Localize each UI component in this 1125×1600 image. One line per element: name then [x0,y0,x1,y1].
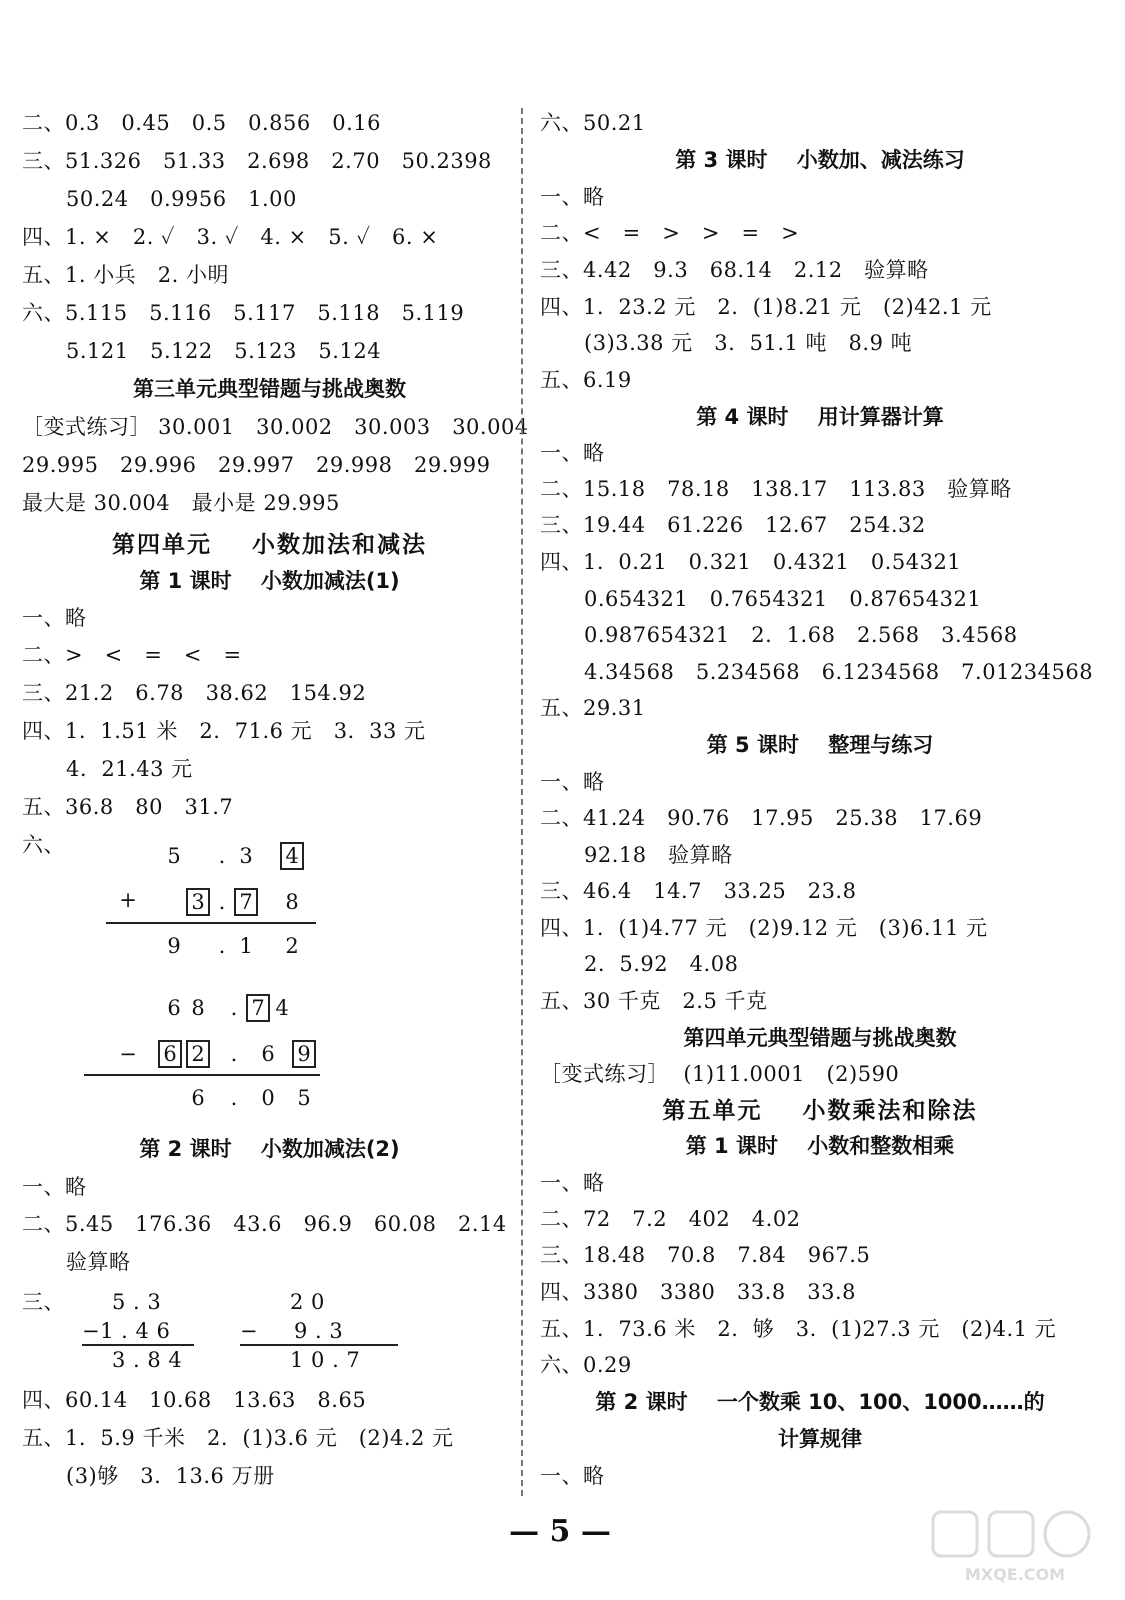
calc-row: 2 0 [290,1290,325,1314]
lesson-heading: 第 1 课时 小数加减法(1) [139,569,400,593]
digit: 6 [191,1086,205,1110]
answer-line: 二、15.18 78.18 138.17 113.83 验算略 [540,477,1012,501]
minus-sign: − [119,1042,137,1066]
answer-line: 一、略 [540,770,605,794]
answer-line: 一、略 [22,1175,87,1199]
digit: 8 [191,996,205,1020]
answer-line: 四、1. 1.51 米 2. 71.6 元 3. 33 元 [22,719,426,743]
answer-line: 四、1. × 2. ✓ 3. ✓ 4. × 5. ✓ 6. × [22,225,439,249]
answer-line: 一、略 [540,441,605,465]
unit-heading: 第四单元 小数加法和减法 [111,532,428,558]
section-heading: 第三单元典型错题与挑战奥数 [133,377,406,401]
lesson-heading: 第 3 课时 小数加、减法练习 [675,148,965,172]
answer-line: 0.987654321 2. 1.68 2.568 3.4568 [584,623,1018,647]
sum-line [106,922,316,924]
digit: 1 [239,934,253,958]
filled-digit-box: 7 [246,994,270,1022]
answer-line: 一、略 [540,1464,605,1488]
answer-line: 50.24 0.9956 1.00 [66,187,297,211]
digit: 0 [261,1086,275,1110]
answer-line: 五、1. 小兵 2. 小明 [22,263,229,287]
answer-line: 5.121 5.122 5.123 5.124 [66,339,382,363]
digit: . [230,1086,238,1110]
answer-line: 最大是 30.004 最小是 29.995 [22,491,340,515]
answer-line: 四、1. 23.2 元 2. (1)8.21 元 (2)42.1 元 [540,295,992,319]
digit: . [218,844,226,868]
filled-digit-box: 4 [280,842,304,870]
calc-row: 1 0 . 7 [290,1348,361,1372]
watermark-logo [925,1506,1105,1586]
answer-line: 二、> < = < = [22,643,242,667]
digit: 5 [297,1086,311,1110]
answer-line: 六、5.115 5.116 5.117 5.118 5.119 [22,301,465,325]
answer-line: 五、1. 73.6 米 2. 够 3. (1)27.3 元 (2)4.1 元 [540,1317,1057,1341]
answer-line: 三、18.48 70.8 7.84 967.5 [540,1243,871,1267]
digit: 5 [167,844,181,868]
digit: . [230,996,238,1020]
digit: 8 [285,890,299,914]
answer-line: 二、72 7.2 402 4.02 [540,1207,801,1231]
answer-line: 四、60.14 10.68 13.63 8.65 [22,1388,367,1412]
answer-line: (3)3.38 元 3. 51.1 吨 8.9 吨 [584,331,913,355]
difference-line [84,1074,320,1076]
lesson-heading-cont: 计算规律 [778,1427,862,1451]
digit: . [218,934,226,958]
plus-sign: + [119,888,137,912]
column-divider [521,108,523,1496]
answer-line: 三、19.44 61.226 12.67 254.32 [540,513,926,537]
calc-row: − 9 . 3 [240,1319,344,1343]
answer-line: 4. 21.43 元 [66,757,193,781]
digit: 6 [261,1042,275,1066]
answer-line: 0.654321 0.7654321 0.87654321 [584,587,982,611]
filled-digit-box: 3 [186,888,210,916]
answer-line: 二、5.45 176.36 43.6 96.9 60.08 2.14 [22,1212,507,1236]
filled-digit-box: 2 [186,1040,210,1068]
lesson-heading: 第 1 课时 小数和整数相乘 [685,1134,955,1158]
filled-digit-box: 6 [158,1040,182,1068]
answer-line: ［变式练习］ 30.001 30.002 30.003 30.004 [22,415,529,439]
answer-line: 六、 [22,833,65,857]
digit: 9 [167,934,181,958]
answer-line: 一、略 [540,185,605,209]
calc-row: −1 . 4 6 [82,1319,171,1343]
answer-line: 三、21.2 6.78 38.62 154.92 [22,681,367,705]
answer-line: (3)够 3. 13.6 万册 [66,1464,275,1488]
answer-line: 六、0.29 [540,1353,632,1377]
answer-line: 四、1. 0.21 0.321 0.4321 0.54321 [540,550,962,574]
calc-row: 3 . 8 4 [112,1348,183,1372]
digit: . [218,890,226,914]
answer-line: 三、46.4 14.7 33.25 23.8 [540,879,857,903]
answer-line: 92.18 验算略 [584,843,733,867]
answer-line: 二、< = > > = > [540,221,800,245]
answer-line: 五、6.19 [540,368,632,392]
section-heading: 第四单元典型错题与挑战奥数 [683,1026,957,1050]
answer-line: 4.34568 5.234568 6.1234568 7.01234568 [584,660,1094,684]
answer-line: 四、1. (1)4.77 元 (2)9.12 元 (3)6.11 元 [540,916,988,940]
answer-line: ［变式练习］ (1)11.0001 (2)590 [540,1062,900,1086]
lesson-heading: 第 4 课时 用计算器计算 [696,405,944,429]
answer-line: 验算略 [66,1250,131,1274]
answer-line: 一、略 [540,1171,605,1195]
calc-line [82,1344,194,1346]
answer-line: 2. 5.92 4.08 [584,952,739,976]
lesson-heading: 第 5 课时 整理与练习 [706,733,934,757]
lesson-heading: 第 2 课时 一个数乘 10、100、1000……的 [595,1390,1045,1414]
answer-line: 五、30 千克 2.5 千克 [540,989,768,1013]
answer-line: 二、0.3 0.45 0.5 0.856 0.16 [22,111,382,135]
digit: 3 [239,844,253,868]
digit: 2 [285,934,299,958]
filled-digit-box: 9 [292,1040,316,1068]
calc-line [240,1344,398,1346]
answer-line: 一、略 [22,606,87,630]
calc-row: 5 . 3 [112,1290,162,1314]
digit: 6 [167,996,181,1020]
answer-line: 29.995 29.996 29.997 29.998 29.999 [22,453,491,477]
answer-line: 五、1. 5.9 千米 2. (1)3.6 元 (2)4.2 元 [22,1426,454,1450]
answer-line: 四、3380 3380 33.8 33.8 [540,1280,856,1304]
filled-digit-box: 7 [234,888,258,916]
svg-text:MXQE.COM: MXQE.COM [964,1565,1066,1584]
answer-line: 三、4.42 9.3 68.14 2.12 验算略 [540,258,929,282]
page-number: — 5 — [509,1514,611,1549]
digit: 4 [275,996,289,1020]
digit: . [230,1042,238,1066]
answer-line: 三、 [22,1290,65,1314]
answer-line: 六、50.21 [540,111,646,135]
answer-line: 五、29.31 [540,696,646,720]
lesson-heading: 第 2 课时 小数加减法(2) [139,1137,400,1161]
answer-line: 二、41.24 90.76 17.95 25.38 17.69 [540,806,983,830]
answer-line: 三、51.326 51.33 2.698 2.70 50.2398 [22,149,492,173]
unit-heading: 第五单元 小数乘法和除法 [662,1098,978,1124]
answer-line: 五、36.8 80 31.7 [22,795,234,819]
